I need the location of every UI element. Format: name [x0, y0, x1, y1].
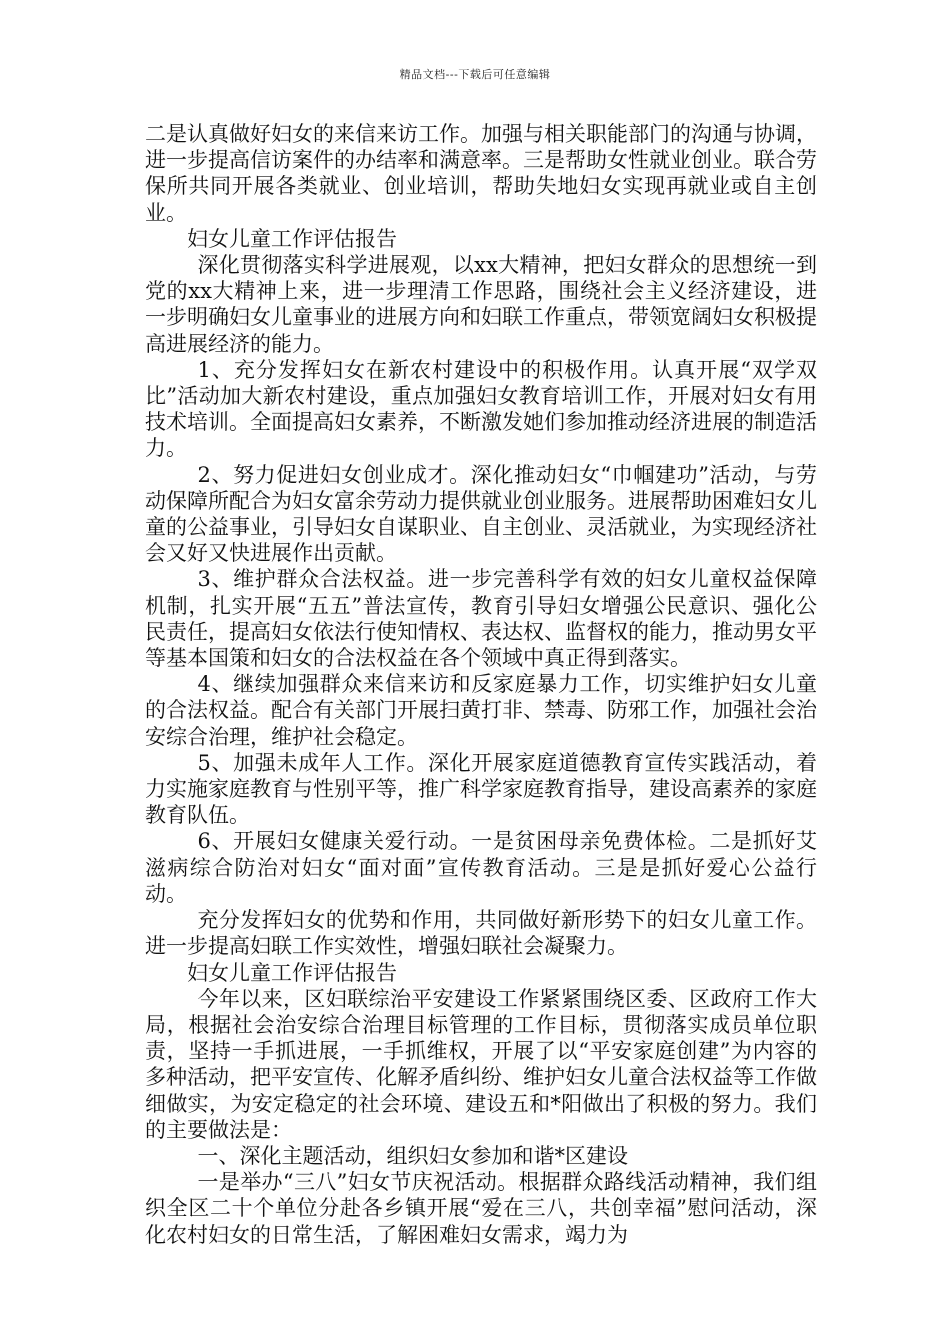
paragraph: 一是举办“三八”妇女节庆祝活动。根据群众路线活动精神，我们组织全区二十个单位分赴各乡镇开展“爱在三八，共创幸福”慰问活动，深化农村妇女的日常生活，了解困难妇女需求，竭力为	[145, 1170, 817, 1247]
section-title: 妇女儿童工作评估报告	[187, 226, 397, 251]
document-body	[145, 121, 817, 1248]
paragraph: 二是认真做好妇女的来信来访工作。加强与相关职能部门的沟通与协调，进一步提高信访案件的办结率和满意率。三是帮助女性就业创业。联合劳保所共同开展各类就业、创业培训，帮助失地妇女实现再就业或自主创业。	[145, 122, 817, 225]
paragraph: 4、继续加强群众来信来访和反家庭暴力工作，切实维护妇女儿童的合法权益。配合有关部门开展扫黄打非、禁毒、防邪工作，加强社会治安综合治理，维护社会稳定。	[145, 672, 817, 749]
paragraph: 1、充分发挥妇女在新农村建设中的积极作用。认真开展“双学双比”活动加大新农村建设，重点加强妇女教育培训工作，开展对妇女有用技术培训。全面提高妇女素养，不断激发她们参加推动经济进展的制造活力。	[145, 357, 817, 461]
paragraph: 5、加强未成年人工作。深化开展家庭道德教育宣传实践活动，着力实施家庭教育与性别平等，推广科学家庭教育指导，建设高素养的家庭教育队伍。	[145, 750, 817, 828]
paragraph: 6、开展妇女健康关爱行动。一是贫困母亲免费体检。二是抓好艾滋病综合防治对妇女“面对面”宣传教育活动。三是是抓好爱心公益行动。	[145, 829, 817, 906]
paragraph: 深化贯彻落实科学进展观，以xx大精神，把妇女群众的思想统一到党的xx大精神上来，进一步理清工作思路，围绕社会主义经济建设，进一步明确妇女儿童事业的进展方向和妇联工作重点，带领宽阔妇女积极提高进展经济的能力。	[145, 253, 817, 356]
paragraph: 今年以来，区妇联综治平安建设工作紧紧围绕区委、区政府工作大局，根据社会治安综合治理目标管理的工作目标，贯彻落实成员单位职责，坚持一手抓进展，一手抓维权，开展了以“平安家庭创建”为内容的多种活动，把平安宣传、化解矛盾纠纷、维护妇女儿童合法权益等工作做细做实，为安定稳定的社会环境、建设五和*阳做出了积极的努力。我们的主要做法是：	[145, 986, 817, 1142]
paragraph: 3、维护群众合法权益。进一步完善科学有效的妇女儿童权益保障机制，扎实开展“五五”普法宣传，教育引导妇女增强公民意识、强化公民责任，提高妇女依法行使知情权、表达权、监督权的能力，推动男女平等基本国策和妇女的合法权益在各个领域中真正得到落实。	[145, 567, 817, 671]
paragraph: 一、深化主题活动，组织妇女参加和谐*区建设	[197, 1143, 628, 1168]
section-title: 妇女儿童工作评估报告	[187, 960, 397, 985]
page-header: 精品文档---下载后可任意编辑	[399, 68, 551, 81]
paragraph: 充分发挥妇女的优势和作用，共同做好新形势下的妇女儿童工作。进一步提高妇联工作实效性，增强妇联社会凝聚力。	[145, 908, 817, 959]
paragraph: 2、努力促进妇女创业成才。深化推动妇女“巾帼建功”活动，与劳动保障所配合为妇女富余劳动力提供就业创业服务。进展帮助困难妇女儿童的公益事业，引导妇女自谋职业、自主创业、灵活就业，为实现经济社会又好又快进展作出贡献。	[145, 462, 817, 566]
